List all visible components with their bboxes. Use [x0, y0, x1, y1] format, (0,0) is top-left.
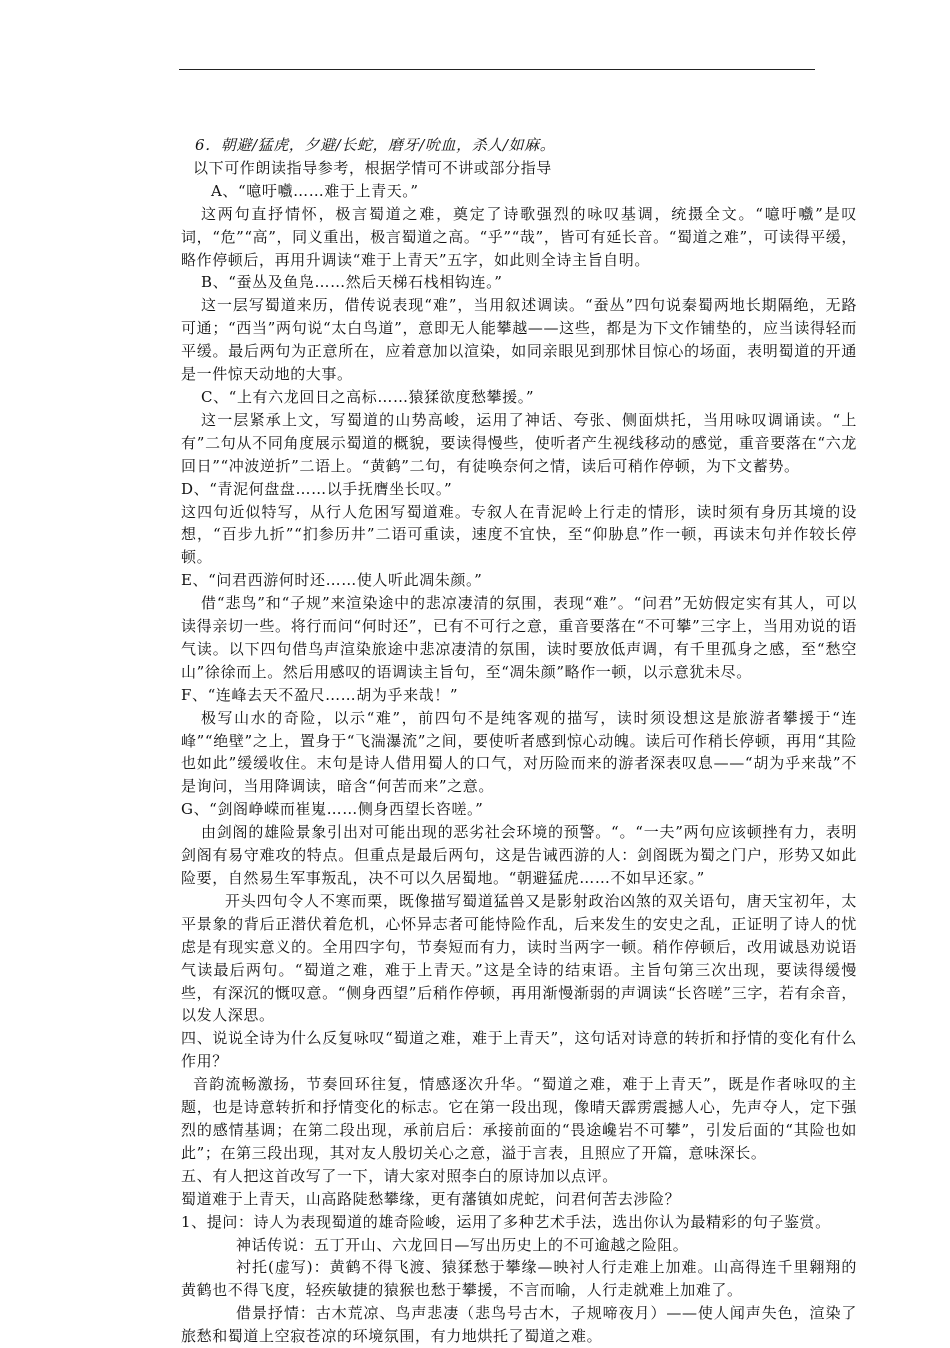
prompt-question-1: 1、提问：诗人为表现蜀道的雄奇险峻，运用了多种艺术手法，选出你认为最精彩的句子鉴赏。 [181, 1212, 831, 1231]
technique-myth: 神话传说：五丁开山、六龙回日—写出历史上的不可逾越之险阻。 [236, 1235, 689, 1254]
question-5: 五、有人把这首改写了一下，请大家对照李白的原诗加以点评。 [181, 1166, 618, 1185]
technique-scenery: 借景抒情：古木荒凉、鸟声悲凄（悲鸟号古木，子规啼夜月）——使人闻声失色，渲染了旅愁和蜀道上空寂苍凉的环境氛围，有力地烘托了蜀道之难。 [181, 1304, 857, 1346]
section-d-body: 这四句近似特写，从行人危困写蜀道难。专叙人在青泥岭上行走的情形，读时须有身历其境的设想，“百步九折”“扪参历井”二语可重读，速度不宜快，至“仰胁息”作一顿，再读末句并作较长停顿。 [181, 502, 857, 567]
reading-guide-intro: 以下可作朗读指导参考，根据学情可不讲或部分指导 [193, 158, 552, 177]
section-b-body: 这一层写蜀道来历，借传说表现“难”，当用叙述调读。“蚕丛”四句说秦蜀两地长期隔绝，无路可通；“西当”两句说“太白鸟道”，意即无人能攀越——这些，都是为下文作铺垫的，应当读得轻而平缓。最后两句为正意所在，应着意加以渲染，如同亲眼见到那怵目惊心的场面，表明蜀道的开通是一件惊天动地的大事。 [181, 296, 857, 384]
technique-contrast: 衬托(虚写)：黄鹤不得飞渡、猿猱愁于攀缘—映衬人行走难上加难。山高得连千里翱翔的黄鹤也不得飞度，轻疾敏捷的猿猴也愁于攀援，不言而喻，人行走就难上加难了。 [181, 1258, 857, 1300]
section-a-heading: A、“噫吁嚱……难于上青天。” [211, 181, 419, 200]
answer-item-6: 6．朝避/猛虎，夕避/长蛇，磨牙/吮血，杀人/如麻。 [195, 136, 556, 154]
question-4: 四、说说全诗为什么反复咏叹“蜀道之难，难于上青天”，这句话对诗意的转折和抒情的变化有什么作用？ [181, 1029, 857, 1071]
section-c-body: 这一层紧承上文，写蜀道的山势高峻，运用了神话、夸张、侧面烘托，当用咏叹调诵读。“上有”二句从不同角度展示蜀道的概貌，要读得慢些，使听者产生视线移动的感觉，重音要落在“六龙回日”“冲波逆折”二语上。“黄鹤”二句，有徒唤奈何之情，读后可稍作停顿，为下文蓄势。 [181, 410, 857, 475]
section-e-body: 借“悲鸟”和“子规”来渲染途中的悲凉凄清的氛围，表现“难”。“问君”无妨假定实有其人，可以读得亲切一些。将行而问“何时还”，已有不可行之意，重音要落在“不可攀”三字上，当用劝说的语气读。以下四句借鸟声渲染旅途中悲凉凄清的氛围，读时要放低声调，有千里孤身之感，至“愁空山”徐徐而上。然后用感叹的语调读主旨句，至“凋朱颜”略作一顿，以示意犹未尽。 [181, 594, 857, 681]
section-b-heading: B、“蚕丛及鱼凫……然后天梯石栈相钩连。” [201, 273, 503, 292]
section-c-heading: C、“上有六龙回日之高标……猿猱欲度愁攀援。” [201, 387, 535, 406]
section-f-body: 极写山水的奇险，以示“难”，前四句不是纯客观的描写，读时须设想这是旅游者攀援于“连峰”“绝壁”之上，置身于“飞湍瀑流”之间，要使听者感到惊心动魄。读后可作稍长停顿，再用“其险也如此”缓缓收住。末句是诗人借用蜀人的口气，对历险而来的游者深表叹息——“胡为乎来哉”不是询问，当用降调读，暗含“何苦而来”之意。 [181, 708, 857, 796]
rewritten-poem: 蜀道难于上青天，山高路陡愁攀缘，更有藩镇如虎蛇，问君何苦去涉险？ [181, 1189, 681, 1208]
section-a-body: 这两句直抒情怀，极言蜀道之难，奠定了诗歌强烈的咏叹基调，统摄全文。“噫吁嚱”是叹词，“危”“高”，同义重出，极言蜀道之高。“乎”“哉”，皆可有延长音。“蜀道之难”，可读得平缓，略作停顿后，再用升调读“难于上青天”五字，如此则全诗主旨自明。 [181, 204, 857, 269]
section-d-heading: D、“青泥何盘盘……以手抚膺坐长叹。” [181, 479, 453, 498]
section-e-heading: E、“问君西游何时还……使人听此凋朱颜。” [181, 571, 483, 590]
header-rule [179, 69, 815, 70]
section-g-body: 由剑阁的雄险景象引出对可能出现的恶劣社会环境的预警。“。“一夫”两句应该顿挫有力，表明剑阁有易守难攻的特点。但重点是最后两句，这是告诫西游的人：剑阁既为蜀之门户，形势又如此险要，自然易生军事叛乱，决不可以久居蜀地。“朝避猛虎……不如早还家。” [181, 823, 857, 887]
section-g-heading: G、“剑阁峥嵘而崔嵬……侧身西望长咨嗟。” [181, 800, 484, 819]
section-g-body-continued: 开头四句令人不寒而栗，既像描写蜀道猛兽又是影射政治凶煞的双关语句，唐天宝初年，太平景象的背后正潜伏着危机，心怀异志者可能恃险作乱，后来发生的安史之乱，正证明了诗人的忧虑是有现实意义的。全用四字句，节奏短而有力，读时当两字一顿。稍作停顿后，改用诚恳劝说语气读最后两句。“蜀道之难，难于上青天。”这是全诗的结束语。主旨句第三次出现，要读得缓慢些，有深沉的慨叹意。“侧身西望”后稍作停顿，再用渐慢渐弱的声调读“长咨嗟”三字，若有余音，以发人深思。 [181, 891, 857, 1025]
section-f-heading: F、“连峰去天不盈尺……胡为乎来哉！” [181, 685, 459, 704]
answer-4: 音韵流畅激扬，节奏回环往复，情感逐次升华。“蜀道之难，难于上青天”，既是作者咏叹的主题，也是诗意转折和抒情变化的标志。它在第一段出现，像晴天霹雳震撼人心，先声夺人，定下强烈的感情基调；在第二段出现，承前启后：承接前面的“畏途巉岩不可攀”，引发后面的“其险也如此”；在第三段出现，其对友人殷切关心之意，溢于言表，且照应了开篇，意味深长。 [181, 1075, 857, 1162]
document-body [181, 134, 857, 1348]
